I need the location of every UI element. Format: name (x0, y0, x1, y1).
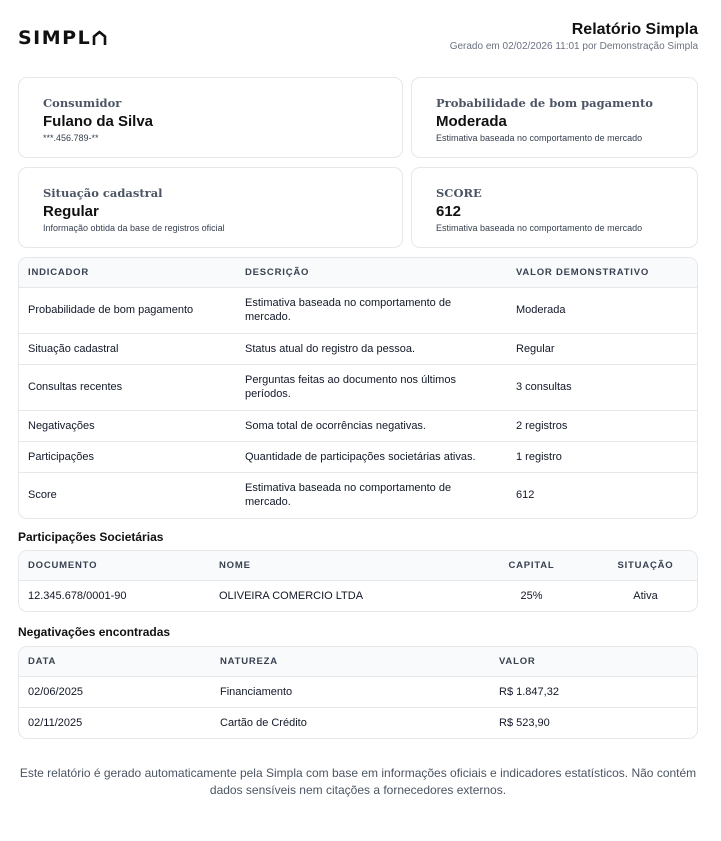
description-cell: Quantidade de participações societárias ativas. (236, 441, 507, 472)
situation-cell: Ativa (594, 580, 697, 611)
indicator-cell: Probabilidade de bom pagamento (19, 287, 236, 333)
table-row (19, 472, 697, 518)
column-header: DATA (28, 655, 57, 667)
table-row (19, 580, 697, 611)
simpla-logo (18, 27, 107, 49)
card-label: SCORE (436, 186, 482, 200)
value-cell: Moderada (507, 287, 697, 333)
indicator-cell: Participações (19, 441, 236, 472)
table-row (19, 676, 697, 707)
company-name-cell: OLIVEIRA COMERCIO LTDA (210, 580, 469, 611)
date-cell: 02/06/2025 (19, 676, 211, 707)
description-cell: Perguntas feitas ao documento nos últimos períodos. (236, 364, 507, 410)
value-cell: 2 registros (507, 410, 697, 441)
table-row (19, 410, 697, 441)
value-cell: 612 (507, 472, 697, 518)
column-header: DOCUMENTO (28, 559, 98, 571)
card-label: Consumidor (43, 96, 122, 110)
date-cell: 02/11/2025 (19, 707, 211, 738)
footer-disclaimer: Este relatório é gerado automaticamente pela Simpla com base em informações oficiais e indicadores estatísticos. Não contém dados sensíveis nem citações a fornecedores externos. (19, 766, 697, 797)
description-cell: Estimativa baseada no comportamento de mercado. (236, 472, 507, 518)
table-row (19, 364, 697, 410)
negatives-table (18, 646, 698, 739)
table-row (19, 441, 697, 472)
capital-cell: 25% (469, 580, 594, 611)
consumer-document: ***.456.789-** (43, 133, 99, 143)
table-row (19, 287, 697, 333)
probability-card (411, 77, 698, 158)
negatives-title: Negativações encontradas (18, 625, 171, 639)
indicator-cell: Consultas recentes (19, 364, 236, 410)
card-sub: Estimativa baseada no comportamento de mercado (436, 133, 643, 143)
participations-table (18, 550, 698, 612)
house-a-icon (92, 30, 107, 46)
status-card (18, 167, 403, 248)
status-value: Regular (43, 203, 99, 220)
indicator-cell: Score (19, 472, 236, 518)
value-cell: 3 consultas (507, 364, 697, 410)
indicators-table (18, 257, 698, 519)
indicator-cell: Negativações (19, 410, 236, 441)
amount-cell: R$ 1.847,32 (490, 676, 697, 707)
table-row (19, 333, 697, 364)
column-header: CAPITAL (508, 559, 555, 571)
table-row (19, 707, 697, 738)
report-generated-meta: Gerado em 02/02/2026 11:01 por Demonstração Simpla (449, 41, 698, 52)
nature-cell: Cartão de Crédito (211, 707, 490, 738)
card-label: Situação cadastral (43, 186, 163, 200)
amount-cell: R$ 523,90 (490, 707, 697, 738)
column-header: DESCRIÇÃO (245, 266, 310, 278)
column-header: NATUREZA (220, 655, 278, 667)
nature-cell: Financiamento (211, 676, 490, 707)
description-cell: Estimativa baseada no comportamento de mercado. (236, 287, 507, 333)
card-label: Probabilidade de bom pagamento (436, 96, 653, 110)
column-header: VALOR DEMONSTRATIVO (516, 266, 650, 278)
report-title: Relatório Simpla (571, 21, 698, 38)
value-cell: Regular (507, 333, 697, 364)
value-cell: 1 registro (507, 441, 697, 472)
card-sub: Informação obtida da base de registros oficial (43, 223, 225, 233)
card-sub: Estimativa baseada no comportamento de mercado (436, 223, 643, 233)
description-cell: Soma total de ocorrências negativas. (236, 410, 507, 441)
document-cell: 12.345.678/0001-90 (19, 580, 210, 611)
report-header (18, 18, 698, 58)
logo-text: SIMPL (18, 27, 92, 49)
column-header: VALOR (499, 655, 536, 667)
score-value: 612 (436, 203, 462, 220)
description-cell: Status atual do registro da pessoa. (236, 333, 507, 364)
column-header: INDICADOR (28, 266, 90, 278)
column-header: SITUAÇÃO (617, 559, 674, 571)
score-card (411, 167, 698, 248)
consumer-card (18, 77, 403, 158)
column-header: NOME (219, 559, 251, 571)
indicator-cell: Situação cadastral (19, 333, 236, 364)
consumer-name: Fulano da Silva (43, 113, 154, 130)
probability-value: Moderada (436, 113, 507, 130)
participations-title: Participações Societárias (18, 530, 164, 544)
